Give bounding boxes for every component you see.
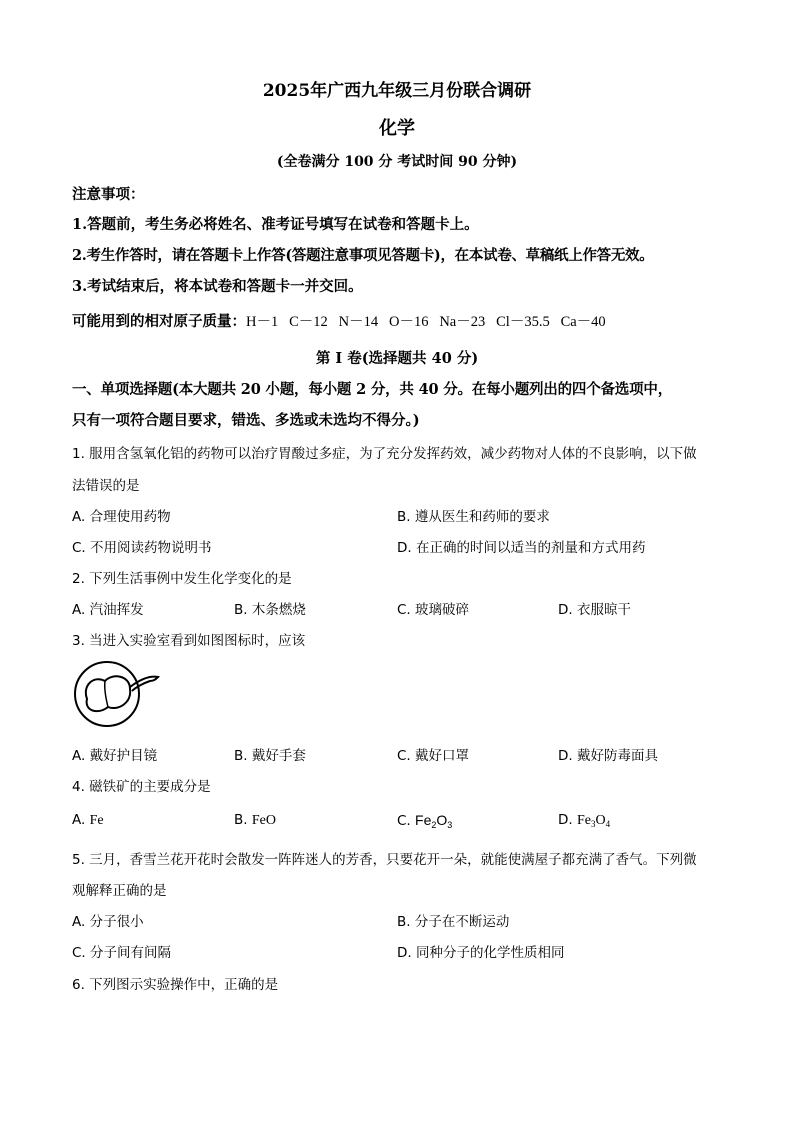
q5-stem-line1: 5. 三月，香雪兰花开花时会散发一阵阵迷人的芳香，只要花开一朵，就能使满屋子都充满了香气。下列微 xyxy=(72,852,697,868)
q4-option-c[interactable] xyxy=(397,812,452,830)
option-letter: A. xyxy=(72,812,90,828)
q2-stem: 2. 下列生活事例中发生化学变化的是 xyxy=(72,571,292,587)
subscript: 3 xyxy=(447,820,453,830)
section-title: 第 I 卷(选择题共 40 分) xyxy=(315,350,479,367)
section-instructions-1: 一、单项选择题(本大题共 20 小题，每小题 2 分，共 40 分。在每小题列出的四个备选项中， xyxy=(72,381,672,398)
exam-title: 2025年广西九年级三月份联合调研 xyxy=(262,81,532,101)
q6-stem: 6. 下列图示实验操作中，正确的是 xyxy=(72,977,279,993)
atomic-mass-line xyxy=(72,310,606,331)
option-letter: D. xyxy=(558,812,577,828)
q1-option-d[interactable]: D. 在正确的时间以适当的剂量和方式用药 xyxy=(397,540,646,556)
atomic-mass-label: 可能用到的相对原子质量： xyxy=(72,313,246,330)
q1-stem-line2: 法错误的是 xyxy=(72,478,140,494)
element: O xyxy=(436,812,448,828)
q1-option-c[interactable]: C. 不用阅读药物说明书 xyxy=(72,540,212,556)
note-item-1: 1.答题前，考生务必将姓名、准考证号填写在试卷和答题卡上。 xyxy=(72,216,479,233)
q2-option-d[interactable]: D. 衣服晾干 xyxy=(558,602,631,618)
subject-title: 化学 xyxy=(379,118,415,139)
option-letter: C. xyxy=(397,813,416,829)
q5-option-d[interactable]: D. 同种分子的化学性质相同 xyxy=(397,945,565,961)
element: Fe xyxy=(576,813,591,828)
notes-heading: 注意事项： xyxy=(72,186,145,203)
q4-option-d[interactable] xyxy=(558,812,610,829)
q2-option-c[interactable]: C. 玻璃破碎 xyxy=(397,602,470,618)
q5-stem-line2: 观解释正确的是 xyxy=(72,883,167,899)
subscript: 3 xyxy=(590,819,596,829)
note-item-2: 2.考生作答时，请在答题卡上作答(答题注意事项见答题卡)，在本试卷、草稿纸上作答无效。 xyxy=(72,247,654,264)
q3-option-a[interactable]: A. 戴好护目镜 xyxy=(72,748,158,764)
exam-info: (全卷满分 100 分 考试时间 90 分钟) xyxy=(276,154,518,170)
subscript: 2 xyxy=(431,820,437,830)
q5-option-a[interactable]: A. 分子很小 xyxy=(72,914,144,930)
q3-option-d[interactable]: D. 戴好防毒面具 xyxy=(558,748,658,764)
q3-option-b[interactable]: B. 戴好手套 xyxy=(234,748,306,764)
element: Fe xyxy=(415,812,432,828)
glove-protection-icon xyxy=(72,659,162,729)
formula-feo: FeO xyxy=(251,813,276,828)
q5-option-b[interactable]: B. 分子在不断运动 xyxy=(397,914,510,930)
option-letter: B. xyxy=(234,812,252,828)
q3-option-c[interactable]: C. 戴好口罩 xyxy=(397,748,470,764)
q4-option-a[interactable] xyxy=(72,812,104,829)
section-instructions-2: 只有一项符合题目要求，错选、多选或未选均不得分。) xyxy=(72,412,420,429)
q2-option-a[interactable]: A. 汽油挥发 xyxy=(72,602,144,618)
q4-option-b[interactable] xyxy=(234,812,276,829)
q3-stem: 3. 当进入实验室看到如图图标时，应该 xyxy=(72,633,306,649)
atomic-mass-values: H－1 C－12 N－14 O－16 Na－23 Cl－35.5 Ca－40 xyxy=(246,314,606,330)
q4-stem: 4. 磁铁矿的主要成分是 xyxy=(72,779,211,795)
formula-fe2o3 xyxy=(415,812,452,828)
formula-fe: Fe xyxy=(89,813,104,828)
note-item-3: 3.考试结束后，将本试卷和答题卡一并交回。 xyxy=(72,278,363,295)
q1-stem-line1: 1. 服用含氢氧化铝的药物可以治疗胃酸过多症，为了充分发挥药效，减少药物对人体的不良影响，以下做 xyxy=(72,446,697,462)
element: O xyxy=(595,813,606,828)
formula-fe3o4 xyxy=(577,813,610,828)
q1-option-b[interactable]: B. 遵从医生和药师的要求 xyxy=(397,509,550,525)
subscript: 4 xyxy=(605,819,611,829)
q5-option-c[interactable]: C. 分子间有间隔 xyxy=(72,945,172,961)
q2-option-b[interactable]: B. 木条燃烧 xyxy=(234,602,306,618)
q1-option-a[interactable]: A. 合理使用药物 xyxy=(72,509,171,525)
